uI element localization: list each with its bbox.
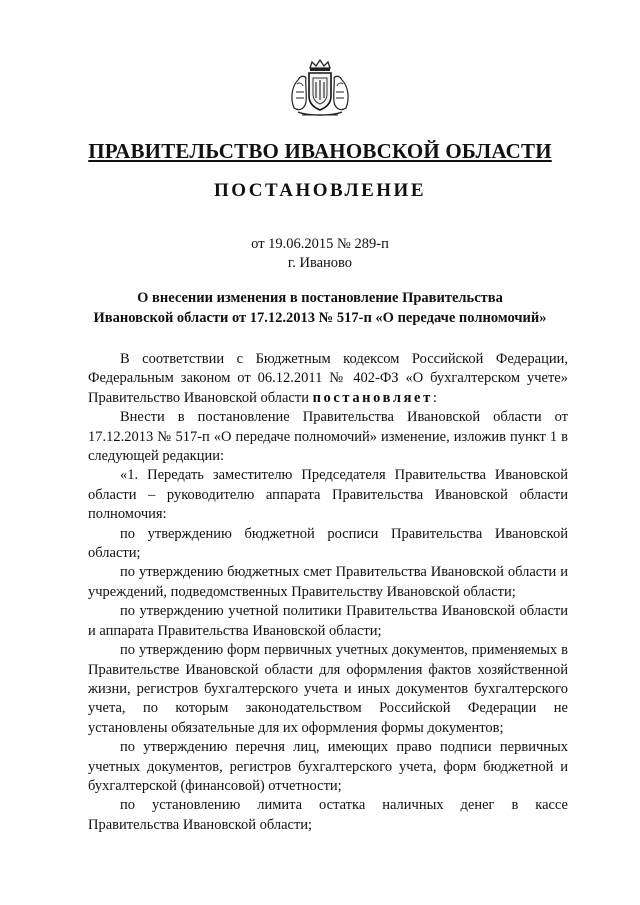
paragraph-amend: Внести в постановление Правительства Ивановской области от 17.12.2013 № 517-п «О передаче полномочий» изменение, изложив пункт 1 в следующей редакции: [88,409,568,465]
document-subject [60,288,580,328]
paragraph-item-1: «1. Передать заместителю Председателя Правительства Ивановской области – руководителю аппарата Правительства Ивановской области полномочия: [88,467,568,523]
resolves-word: постановляет [312,389,433,406]
paragraph-preamble [88,350,568,408]
document-city: г. Иваново [287,255,353,271]
paragraph-power-budget-estimates: по утверждению бюджетных смет Правительства Ивановской области и учреждений, подведомственных Правительству Ивановской области; [88,564,568,600]
document-date-number: от 19.06.2015 № 289-п [251,236,389,252]
document-body [88,350,568,835]
subject-line-1: О внесении изменения в постановление Правительства [137,290,503,306]
paragraph-power-document-forms: по утверждению форм первичных учетных документов, применяемых в Правительстве Ивановской области для оформления фактов хозяйственной жизни, регистров бухгалтерского учета и иных документов бухгалтерского учета, по которым законодательством Российской Федерации не установлены обязательные для их оформления формы документов; [88,642,568,736]
preamble-text: В соответствии с Бюджетным кодексом Российской Федерации, Федеральным законом от 06.12.2011 № 402-ФЗ «О бухгалтерском учете» Правительство Ивановской области [88,351,568,406]
subject-line-2: Ивановской области от 17.12.2013 № 517-п «О передаче полномочий» [93,310,547,326]
document-type: ПОСТАНОВЛЕНИЕ [213,180,427,201]
paragraph-power-budget-list: по утверждению бюджетной росписи Правительства Ивановской области; [88,525,568,562]
paragraph-power-signatories: по утверждению перечня лиц, имеющих право подписи первичных учетных документов, регистров бухгалтерского учета, форм бюджетной и бухгалтерской (финансовой) отчетности; [88,739,568,794]
paragraph-power-accounting-policy: по утверждению учетной политики Правительства Ивановской области и аппарата Правительства Ивановской области; [88,603,568,639]
preamble-colon: : [432,389,437,406]
government-title: ПРАВИТЕЛЬСТВО ИВАНОВСКОЙ ОБЛАСТИ [88,139,552,163]
coat-of-arms-icon [288,58,352,120]
paragraph-power-cash-limit: по установлению лимита остатка наличных денег в кассе Правительства Ивановской области; [88,797,568,833]
